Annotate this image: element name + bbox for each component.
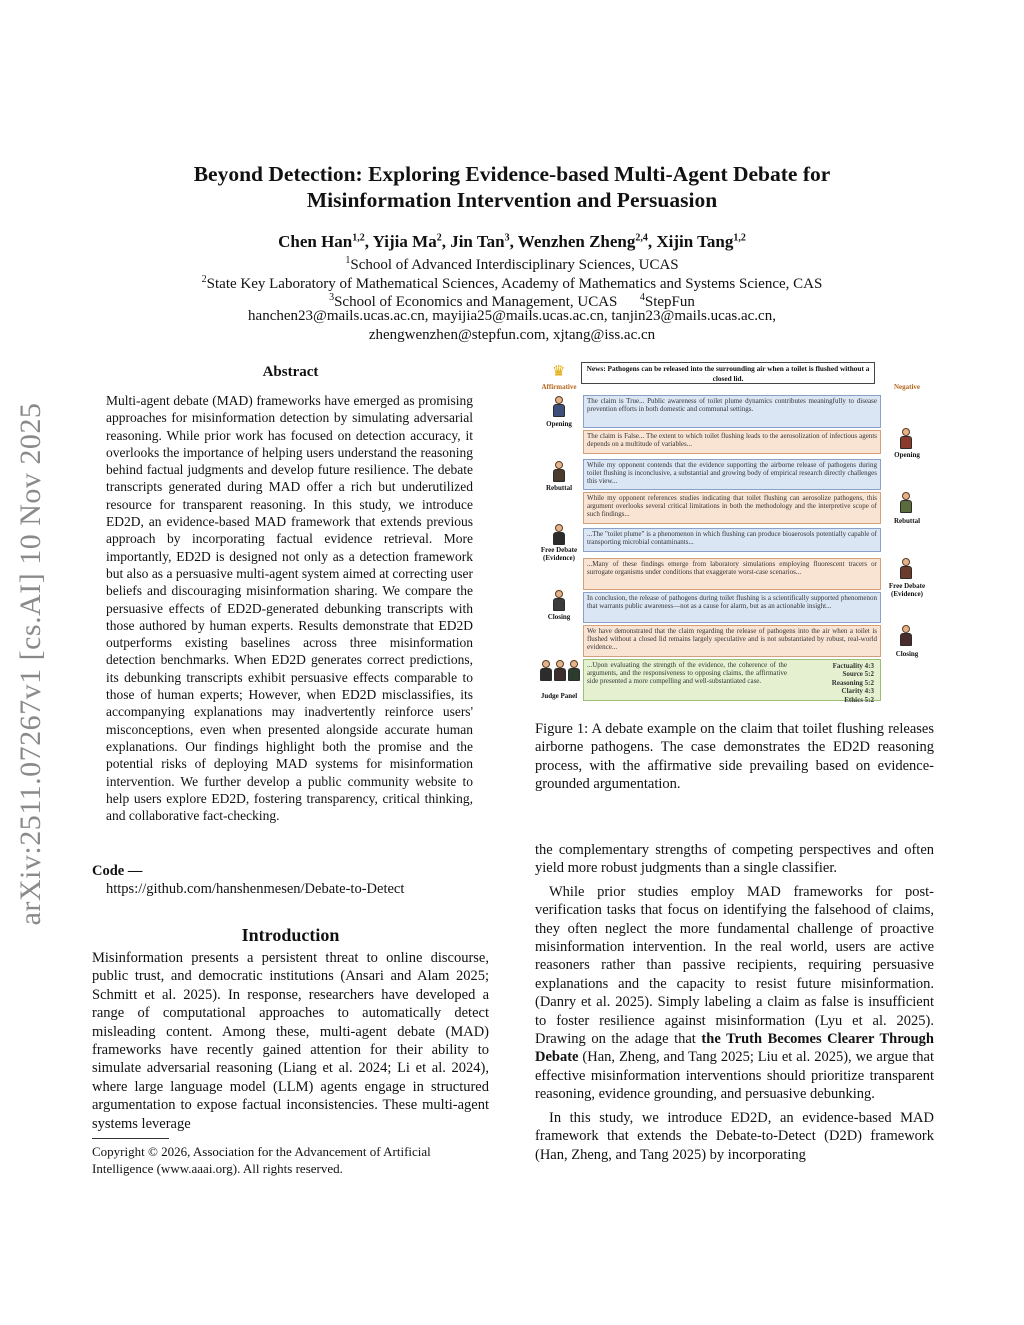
figure-caption: Figure 1: A debate example on the claim that toilet flushing releases airborne pathogens. The case demonstrates the ED2D reasoning process, with the affirmative side prevailing based on evidence-grounded argumentation. xyxy=(535,721,934,793)
author: Jin Tan$^3$, xyxy=(450,231,518,251)
closing-label-right: Closing xyxy=(895,650,919,658)
rebuttal-label-left: Rebuttal xyxy=(545,484,573,492)
affirmative-rebuttal-bubble: While my opponent contends that the evidence supporting the airborne release of pathogens during toilet flushing is inconclusive, a substantial and growing body of empirical research directly challenges this view... xyxy=(583,459,881,490)
affiliation-1: $^1$School of Advanced Interdisciplinary Sciences, UCAS xyxy=(345,255,679,273)
score-source: Source 5:2 xyxy=(842,670,874,679)
negative-free-debate-bubble: ...Many of these findings emerge from laboratory simulations employing fluorescent tracers or surrogate organisms under conditions that exaggerate worst-case scenarios... xyxy=(583,558,881,590)
affirmative-label: Affirmative xyxy=(541,383,577,391)
arxiv-sidebar xyxy=(6,374,56,954)
title-line-1: Beyond Detection: Exploring Evidence-based Multi-Agent Debate for xyxy=(193,162,831,186)
negative-agent-icon xyxy=(899,428,913,450)
score-factuality: Factuality 4:3 xyxy=(832,662,874,670)
introduction-heading: Introduction xyxy=(241,925,340,945)
negative-agent-icon xyxy=(899,558,913,580)
rebuttal-label-right: Rebuttal xyxy=(893,517,921,525)
opening-label-left: Opening xyxy=(546,420,572,428)
judge-icon xyxy=(539,660,553,682)
negative-agent-icon xyxy=(899,625,913,647)
abstract-heading: Abstract xyxy=(262,364,319,380)
paragraph: In this study, we introduce ED2D, an evidence-based MAD framework that extends the Debate-to-Detect (D2D) framework (Han, Zheng, and Tang 2025) by incorporating xyxy=(535,1109,934,1163)
negative-opening-bubble: The claim is False... The extent to which toilet flushing leads to the aerosolization of infectious agents depends on a multitude of variables... xyxy=(583,430,881,454)
code-link[interactable]: https://github.com/hanshenmesen/Debate-to-Detect xyxy=(106,881,405,897)
introduction-text: Misinformation presents a persistent threat to online discourse, public trust, and democratic institutions (Ansari and Alam 2025; Schmitt et al. 2025). In response, researchers have developed a range of computational approaches to automatically detect misleading content. Among these, multi-agent debate (MAD) frameworks have recently gained attention for their ability to simulate adversarial reasoning (Liang et al. 2024; Li et al. 2024), where large language model (LLM) agents engage in structured argumentation to expose factual inconsistencies. These multi-agent systems leverage xyxy=(92,950,489,1132)
crown-icon: ♛ xyxy=(552,364,566,380)
judge-icon xyxy=(567,660,581,682)
emails-line-1: hanchen23@mails.ucas.ac.cn, mayijia25@mails.ucas.ac.cn, tanjin23@mails.ucas.ac.cn, xyxy=(248,308,776,324)
copyright-footnote: Copyright © 2026, Association for the Advancement of Artificial Intelligence (www.aaai.org). All rights reserved. xyxy=(92,1144,431,1176)
title-line-2: Misinformation Intervention and Persuasion xyxy=(306,188,718,212)
judge-verdict-text: ...Upon evaluating the strength of the evidence, the coherence of the arguments, and the responsiveness to opposing claims, the affirmative side presented a more compelling and well-substantiated case. xyxy=(587,661,787,686)
free-debate-label-right: Free Debate (Evidence) xyxy=(888,582,926,599)
author: Xijin Tang$^{1,2}$ xyxy=(656,231,746,251)
opening-label-right: Opening xyxy=(894,451,920,459)
author: Yijia Ma$^2$, xyxy=(372,231,451,251)
news-claim-box: News: Pathogens can be released into the surrounding air when a toilet is flushed without a closed lid. xyxy=(581,362,875,384)
code-heading: Code — xyxy=(92,863,143,879)
affirmative-free-debate-bubble: ...The "toilet plume" is a phenomenon in which flushing can produce bioaerosols potentially capable of transporting microbial contaminants... xyxy=(583,528,881,552)
affirmative-closing-bubble: In conclusion, the release of pathogens during toilet flushing is a scientifically supported phenomenon that warrants public awareness—not as a cause for alarm, but as an actionable insight... xyxy=(583,592,881,623)
score-ethics: Ethics 5:2 xyxy=(844,695,874,704)
negative-agent-icon xyxy=(899,492,913,514)
paragraph: the complementary strengths of competing perspectives and often yield more robust judgments than a single classifier. xyxy=(535,842,934,877)
paragraph: While prior studies employ MAD frameworks for post-verification tasks that focus on identifying the falsehood of claims, they often neglect the more fundamental challenge of proactive misinformation intervention. In the real world, users are active reasoners rather than passive recipients, requiring persuasive explanations and the capacity to resist future misinformation. (Danry et al. 2025). Simply labeling a claim as false is insufficient to foster resilience against misinformation (Lyu et al. 2025). Drawing on the adage that the Truth Becomes Clearer Through Debate (Han, Zheng, and Tang 2025; Liu et al. 2025), we argue that effective misinformation interventions should prioritize transparent reasoning, evidence grounding, and persuasive debunking. xyxy=(535,883,934,1103)
abstract-text: Multi-agent debate (MAD) frameworks have emerged as promising approaches for misinformation detection by simulating adversarial reasoning. While prior work has focused on detection accuracy, it overlooks the importance of helping users understand the reasoning behind factual judgments and develop future resilience. The debate transcripts generated during MAD offer a rich but underutilized resource for transparent reasoning. In this study, we introduce ED2D, an evidence-based MAD framework that extends previous approach by incorporating factual evidence retrieval. More importantly, ED2D is designed not only as a detection framework but also as a persuasive multi-agent system aimed at correcting user beliefs and discouraging misinformation sharing. We compare the persuasive effects of ED2D-generated debunking transcripts with those authored by human experts. Results demonstrate that ED2D outperforms existing baselines across three misinformation detection benchmarks. When ED2D generates correct predictions, its debunking transcripts exhibit persuasive effects comparable to those of human experts; However, when ED2D misclassifies, its accompanying explanations may inadvertently reinforce users' misconceptions, even when presented alongside accurate human explanations. Our findings highlight both the promise and the potential risks of deploying MAD systems for misinformation intervention. We further develop a public community website to help users explore ED2D, fostering transparency, critical thinking, and collaborative fact-checking. xyxy=(106,393,473,824)
score-clarity: Clarity 4:3 xyxy=(841,687,874,696)
author-list xyxy=(120,227,904,253)
judge-panel-label: Judge Panel xyxy=(540,692,578,700)
judge-verdict-bubble xyxy=(583,659,881,704)
closing-label-left: Closing xyxy=(547,613,571,621)
author: Wenzhen Zheng$^{2,4}$, xyxy=(517,231,657,251)
author: Chen Han$^{1,2}$, xyxy=(278,231,373,251)
footnote-rule xyxy=(92,1138,169,1139)
affirmative-opening-bubble: The claim is True... Public awareness of toilet plume dynamics contributes meaningfully to disease prevention efforts in both domestic and communal settings. xyxy=(583,395,881,428)
negative-rebuttal-bubble: While my opponent references studies indicating that toilet flushing can aerosolize pathogens, this argument overlooks several critical limitations in both the methodology and the interpretive scope of such findings... xyxy=(583,492,881,524)
affirmative-agent-icon xyxy=(552,396,566,418)
affirmative-agent-icon xyxy=(552,461,566,483)
free-debate-label-left: Free Debate (Evidence) xyxy=(540,546,578,563)
negative-closing-bubble: We have demonstrated that the claim regarding the release of pathogens into the air when a toilet is flushed without a closed lid remains largely speculative and is not substantiated by robust, real-world evidence... xyxy=(583,625,881,657)
negative-label: Negative xyxy=(893,383,921,391)
affiliation-2: $^2$State Key Laboratory of Mathematical Sciences, Academy of Mathematics and Systems Science, CAS xyxy=(201,274,823,292)
affiliation-3-4: $^3$School of Economics and Management, UCAS $^4$StepFun xyxy=(329,292,695,310)
score-reasoning: Reasoning 5:2 xyxy=(831,678,874,687)
figure-1 xyxy=(535,360,934,710)
arxiv-identifier: arXiv:2511.07267v1 [cs.AI] 10 Nov 2025 xyxy=(14,402,47,926)
right-column-text xyxy=(535,841,934,1164)
judge-scores xyxy=(832,662,874,704)
judge-icon xyxy=(553,660,567,682)
emails-line-2: zhengwenzhen@stepfun.com, xjtang@iss.ac.cn xyxy=(368,327,656,343)
affirmative-agent-icon xyxy=(552,590,566,612)
paper-title xyxy=(120,161,904,213)
affirmative-agent-icon xyxy=(552,524,566,546)
